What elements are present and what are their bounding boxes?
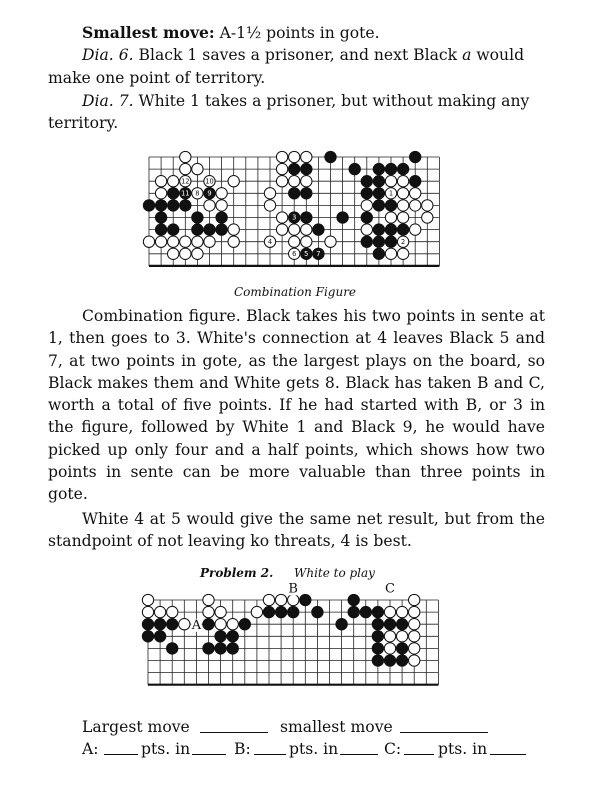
white-stone: [409, 594, 420, 605]
move-number: 3: [292, 213, 297, 222]
black-stone: [288, 606, 299, 617]
black-stone: [396, 643, 407, 654]
white-stone: [227, 619, 238, 630]
black-stone: [300, 594, 311, 605]
dia6-label: Dia. 6.: [82, 46, 134, 64]
answer-b-label: B:: [234, 740, 251, 758]
white-stone: [384, 606, 395, 617]
answer-b-in-blank[interactable]: [340, 740, 378, 755]
combination-figure-caption: Combination Figure: [234, 285, 357, 299]
black-stone: [372, 655, 383, 666]
largest-move-label: Largest move: [82, 718, 190, 736]
answer-a-in-blank[interactable]: [192, 740, 226, 755]
dia6-text-b: would: [471, 46, 525, 64]
black-stone: [263, 606, 274, 617]
move-number: 10: [205, 177, 214, 186]
white-stone: [396, 631, 407, 642]
black-stone: [227, 643, 238, 654]
white-stone: [203, 594, 214, 605]
smallest-move-answer-label: smallest move: [280, 718, 393, 736]
black-stone: [312, 606, 323, 617]
answer-b-pts-in: pts. in: [289, 740, 339, 758]
move-number: 7: [316, 249, 321, 258]
answer-a-label: A:: [82, 740, 99, 758]
black-stone: [203, 619, 214, 630]
move-number: 12: [181, 177, 190, 186]
black-stone: [167, 619, 178, 630]
answer-c-points-blank[interactable]: [404, 740, 434, 755]
white-stone: [409, 631, 420, 642]
answer-a-pts-in: pts. in: [141, 740, 191, 758]
move-number: 4: [267, 237, 273, 246]
move-number: 5: [304, 249, 309, 258]
combination-paragraph-1-text: Combination figure. Black takes his two points in sente at 1, then goes to 3. White's connection at 4 leaves Black 5 and 7, at two points in gote, as the largest plays on the board, so Black makes them and White gets 8. Black has taken B and C, worth a total of five points. If he had started with B, or 3 in the figure, followed by White 1 and Black 9, he would have picked up only four and a half points, which shows how two points in sente can be more valuable than three points in gote.: [48, 307, 545, 504]
black-stone: [336, 619, 347, 630]
problem-label-c: C: [385, 581, 395, 597]
black-stone: [142, 631, 153, 642]
white-stone: [154, 606, 165, 617]
white-stone: [142, 594, 153, 605]
dia7-text: White 1 takes a prisoner, but without making any: [133, 92, 530, 110]
white-stone: [409, 606, 420, 617]
white-stone: [251, 606, 262, 617]
move-number: 2: [400, 237, 406, 246]
move-number: 8: [195, 189, 200, 198]
problem-label-b: B: [288, 581, 298, 597]
dia6-text-a: Black 1 saves a prisoner, and next Black: [133, 46, 463, 64]
white-stone: [167, 606, 178, 617]
white-stone: [384, 631, 395, 642]
black-stone: [372, 631, 383, 642]
white-stone: [409, 643, 420, 654]
white-stone: [409, 619, 420, 630]
white-stone: [409, 655, 420, 666]
combination-paragraph-2-text: White 4 at 5 would give the same net result, but from the standpoint of not leaving ko threats, 4 is best.: [48, 510, 545, 551]
dia7-label: Dia. 7.: [82, 92, 134, 110]
largest-move-blank[interactable]: [200, 718, 268, 733]
white-stone: [142, 606, 153, 617]
move-number: 6: [292, 249, 297, 258]
black-stone: [396, 655, 407, 666]
black-stone: [372, 643, 383, 654]
black-stone: [348, 594, 359, 605]
move-number: 11: [181, 189, 190, 198]
black-stone: [142, 619, 153, 630]
black-stone: [384, 655, 395, 666]
black-stone: [348, 606, 359, 617]
black-stone: [396, 619, 407, 630]
white-stone: [396, 606, 407, 617]
white-stone: [179, 619, 190, 630]
white-stone: [275, 594, 286, 605]
smallest-move-label: Smallest move:: [82, 23, 215, 42]
black-stone: [239, 619, 250, 630]
dia6-point-a: a: [462, 46, 472, 64]
black-stone: [275, 606, 286, 617]
problem-title: Problem 2.: [200, 566, 274, 580]
smallest-move-text: A-1½ points in gote.: [214, 24, 380, 42]
white-stone: [384, 643, 395, 654]
black-stone: [215, 643, 226, 654]
answer-c-pts-in: pts. in: [438, 740, 488, 758]
answer-c-in-blank[interactable]: [490, 740, 526, 755]
white-stone: [215, 619, 226, 630]
black-stone: [154, 631, 165, 642]
move-number: 9: [207, 189, 212, 198]
white-stone: [263, 594, 274, 605]
white-stone: [215, 606, 226, 617]
move-number: 1: [388, 189, 394, 198]
black-stone: [154, 619, 165, 630]
dia6-line2: make one point of territory.: [48, 69, 266, 87]
smallest-move-blank[interactable]: [400, 718, 488, 733]
black-stone: [372, 606, 383, 617]
dia7-line2: territory.: [48, 114, 119, 132]
black-stone: [203, 643, 214, 654]
black-stone: [227, 631, 238, 642]
problem-label-a: A: [191, 618, 202, 634]
black-stone: [372, 619, 383, 630]
black-stone: [167, 643, 178, 654]
answer-c-label: C:: [384, 740, 402, 758]
black-stone: [215, 631, 226, 642]
answer-a-points-blank[interactable]: [104, 740, 138, 755]
black-stone: [360, 606, 371, 617]
problem-to-play: White to play: [294, 566, 375, 580]
black-stone: [384, 619, 395, 630]
white-stone: [203, 606, 214, 617]
answer-b-points-blank[interactable]: [254, 740, 286, 755]
